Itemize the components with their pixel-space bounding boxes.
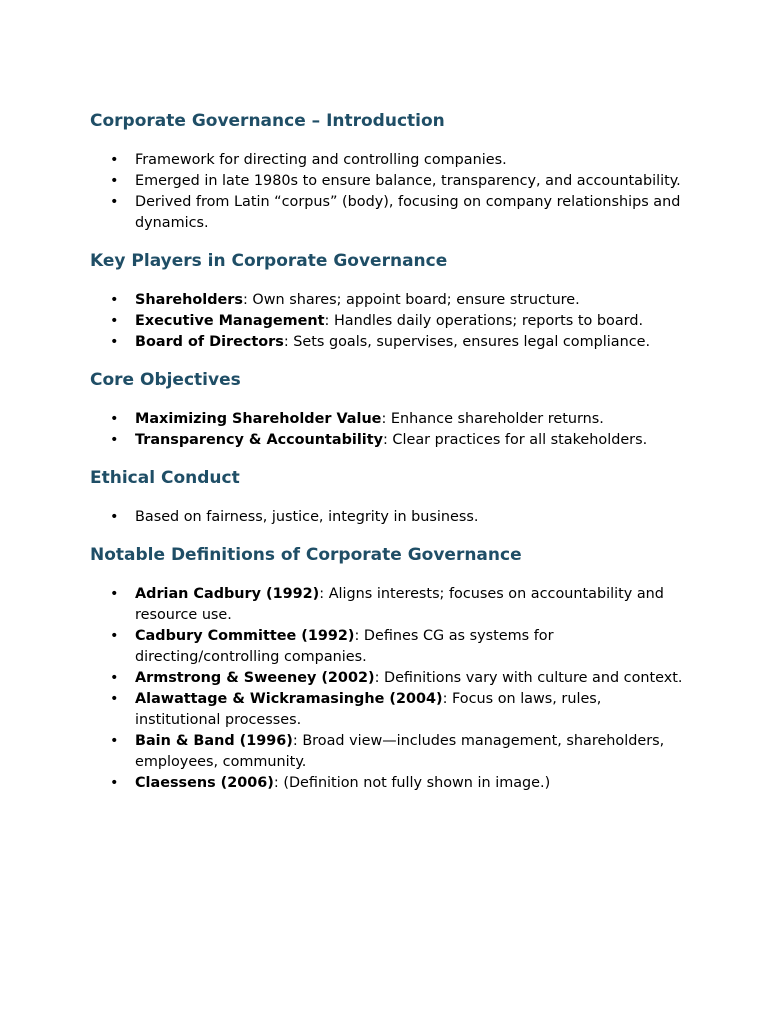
item-text: Broad view—includes management, shareholders, employees, community. bbox=[135, 733, 665, 770]
list-item bbox=[90, 773, 690, 794]
section-heading: Core Objectives bbox=[90, 370, 241, 390]
bullet-icon: • bbox=[110, 313, 119, 329]
item-term: Transparency & Accountability bbox=[135, 432, 383, 448]
item-text: (Definition not fully shown in image.) bbox=[283, 775, 551, 791]
item-term: Bain & Band (1996) bbox=[135, 733, 293, 749]
section-heading: Key Players in Corporate Governance bbox=[90, 251, 448, 271]
bullet-icon: • bbox=[110, 173, 119, 189]
list-item bbox=[90, 584, 690, 626]
item-separator: : bbox=[374, 670, 384, 686]
item-term: Maximizing Shareholder Value bbox=[135, 411, 382, 427]
bullet-list bbox=[90, 290, 690, 353]
bullet-list bbox=[90, 409, 690, 451]
bullet-icon: • bbox=[110, 509, 119, 525]
bullet-list bbox=[90, 507, 690, 528]
list-item bbox=[90, 626, 690, 668]
item-separator: : bbox=[292, 733, 303, 749]
list-item bbox=[90, 290, 690, 311]
list-item bbox=[90, 192, 690, 234]
bullet-icon: • bbox=[110, 628, 119, 644]
item-text: Defines CG as systems for directing/controlling companies. bbox=[135, 628, 554, 665]
item-separator: : bbox=[381, 411, 391, 427]
bullet-icon: • bbox=[110, 411, 119, 427]
item-text: Derived from Latin “corpus” (body), focusing on company relationships and dynamics. bbox=[135, 194, 681, 231]
list-item bbox=[90, 689, 690, 731]
item-term: Shareholders bbox=[135, 292, 243, 308]
item-separator: : bbox=[324, 313, 334, 329]
item-term: Armstrong & Sweeney (2002) bbox=[135, 670, 375, 686]
item-text: Framework for directing and controlling companies. bbox=[135, 152, 507, 168]
item-separator: : bbox=[442, 691, 453, 707]
item-term: Executive Management bbox=[135, 313, 325, 329]
item-text: Enhance shareholder returns. bbox=[390, 411, 604, 427]
list-item bbox=[90, 507, 690, 528]
list-item bbox=[90, 332, 690, 353]
bullet-icon: • bbox=[110, 775, 119, 791]
bullet-icon: • bbox=[110, 194, 119, 210]
item-term: Adrian Cadbury (1992) bbox=[135, 586, 320, 602]
item-text: Own shares; appoint board; ensure structure. bbox=[252, 292, 580, 308]
list-item bbox=[90, 311, 690, 332]
item-separator: : bbox=[242, 292, 253, 308]
list-item bbox=[90, 430, 690, 451]
bullet-list bbox=[90, 584, 690, 794]
bullet-icon: • bbox=[110, 152, 119, 168]
list-item bbox=[90, 668, 690, 689]
bullet-icon: • bbox=[110, 586, 119, 602]
item-separator: : bbox=[283, 334, 294, 350]
section-heading: Notable Definitions of Corporate Governance bbox=[90, 545, 522, 565]
list-item bbox=[90, 409, 690, 430]
item-text: Definitions vary with culture and context. bbox=[384, 670, 683, 686]
item-term: Cadbury Committee (1992) bbox=[135, 628, 355, 644]
list-item bbox=[90, 171, 690, 192]
item-term: Claessens (2006) bbox=[135, 775, 274, 791]
item-term: Board of Directors bbox=[135, 334, 284, 350]
section-heading: Corporate Governance – Introduction bbox=[90, 111, 445, 131]
item-text: Focus on laws, rules, institutional processes. bbox=[135, 691, 602, 728]
document-body bbox=[90, 109, 690, 809]
bullet-icon: • bbox=[110, 432, 119, 448]
item-term: Alawattage & Wickramasinghe (2004) bbox=[135, 691, 443, 707]
item-text: Emerged in late 1980s to ensure balance, transparency, and accountability. bbox=[135, 173, 681, 189]
item-text: Aligns interests; focuses on accountability and resource use. bbox=[135, 586, 664, 623]
list-item bbox=[90, 150, 690, 171]
item-text: Sets goals, supervises, ensures legal compliance. bbox=[293, 334, 651, 350]
bullet-icon: • bbox=[110, 670, 119, 686]
item-separator: : bbox=[319, 586, 329, 602]
bullet-icon: • bbox=[110, 733, 119, 749]
item-text: Based on fairness, justice, integrity in business. bbox=[135, 509, 479, 525]
bullet-icon: • bbox=[110, 292, 119, 308]
item-separator: : bbox=[273, 775, 284, 791]
list-item bbox=[90, 731, 690, 773]
item-text: Handles daily operations; reports to board. bbox=[333, 313, 644, 329]
item-separator: : bbox=[382, 432, 393, 448]
item-separator: : bbox=[354, 628, 364, 644]
bullet-list bbox=[90, 150, 690, 234]
section-heading: Ethical Conduct bbox=[90, 468, 240, 488]
bullet-icon: • bbox=[110, 334, 119, 350]
bullet-icon: • bbox=[110, 691, 119, 707]
item-text: Clear practices for all stakeholders. bbox=[392, 432, 648, 448]
